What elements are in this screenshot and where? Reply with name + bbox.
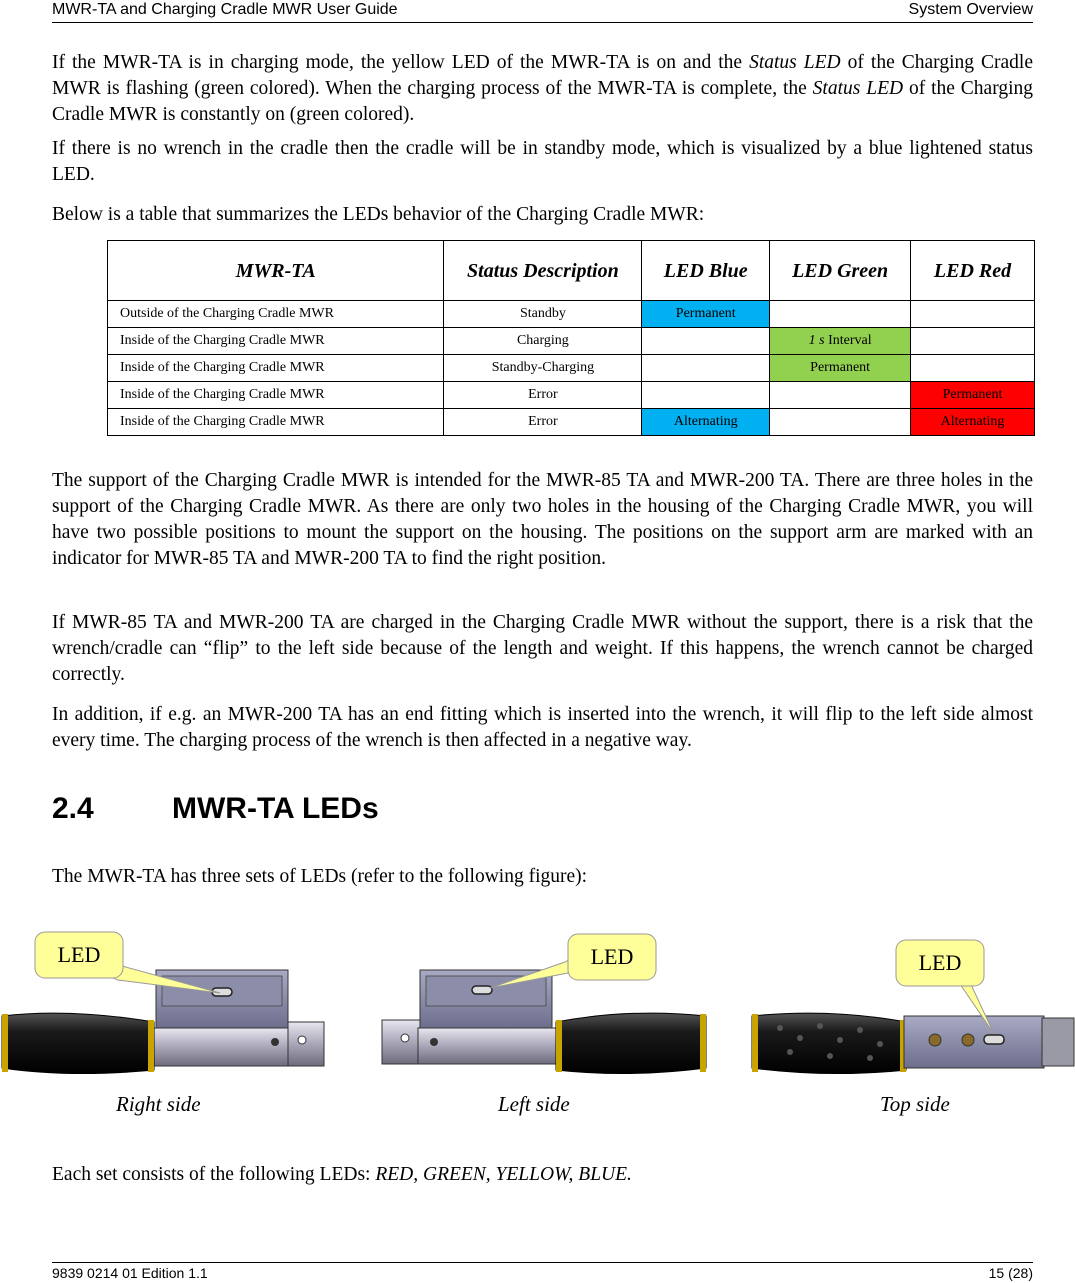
wrench-left-side-view <box>382 934 706 1074</box>
column-header-led-red: LED Red <box>911 241 1035 301</box>
caption-right-side: Right side <box>116 1092 201 1116</box>
cell-led-green <box>770 382 911 409</box>
cell-led-green: 1 s Interval <box>770 328 911 355</box>
column-header-mwr-ta: MWR-TA <box>108 241 444 301</box>
table-row <box>108 328 1035 355</box>
cell-led-red: Permanent <box>911 382 1035 409</box>
section-number: 2.4 <box>52 792 94 825</box>
cell-mwr-ta: Inside of the Charging Cradle MWR <box>108 382 444 409</box>
cell-mwr-ta: Inside of the Charging Cradle MWR <box>108 409 444 436</box>
cell-status: Error <box>444 382 642 409</box>
mwr-ta-led-figure <box>0 920 1075 1090</box>
paragraph-standby-mode: If there is no wrench in the cradle then the cradle will be in standby mode, which is visualized by a blue lightened status LED. <box>52 138 1033 185</box>
paragraph-charging-mode: If the MWR-TA is in charging mode, the yellow LED of the MWR-TA is on and the Status LED of the Charging Cradle MWR is flashing (green colored). When the charging process of the MWR-TA is complete, the Status LED of the Charging Cradle MWR is constantly on (green colored). <box>52 52 1034 125</box>
paragraph-end-fitting: In addition, if e.g. an MWR-200 TA has an end fitting which is inserted into the wrench, it will flip to the left side almost every time. The charging process of the wrench is then affected in a negative way. <box>52 704 1033 751</box>
footer-page-number: 15 (28) <box>988 1265 1033 1281</box>
rubber-grip <box>556 1013 706 1073</box>
table-row <box>108 409 1035 436</box>
cell-led-green: Permanent <box>770 355 911 382</box>
cell-led-blue <box>642 355 770 382</box>
led-callout-label: LED <box>918 950 962 975</box>
section-title: MWR-TA LEDs <box>172 792 379 825</box>
cell-led-blue <box>642 328 770 355</box>
wrench-right-side-view <box>2 932 324 1074</box>
page-footer <box>52 1262 1033 1283</box>
cell-led-red <box>911 355 1035 382</box>
cell-status: Standby <box>444 301 642 328</box>
cell-led-red <box>911 301 1035 328</box>
header-section-title: System Overview <box>908 1 1033 18</box>
cell-status: Error <box>444 409 642 436</box>
metal-shaft <box>150 1028 290 1066</box>
cell-led-green <box>770 301 911 328</box>
cell-led-red <box>911 328 1035 355</box>
table-row <box>108 301 1035 328</box>
paragraph-support: The support of the Charging Cradle MWR is intended for the MWR-85 TA and MWR-200 TA. There are three holes in the support of the Charging Cradle MWR. As there are only two holes in the housing of the Charging Cradle MWR, you will have two possible positions to mount the support on the housing. The positions on the support arm are marked with an indicator for MWR-85 TA and MWR-200 TA to find the right position. <box>52 470 1033 569</box>
rubber-grip <box>2 1013 154 1073</box>
cell-led-green <box>770 409 911 436</box>
table-row <box>108 382 1035 409</box>
cell-mwr-ta: Inside of the Charging Cradle MWR <box>108 328 444 355</box>
column-header-status-description: Status Description <box>444 241 642 301</box>
led-indicator <box>472 986 492 994</box>
paragraph-table-intro: Below is a table that summarizes the LEDs behavior of the Charging Cradle MWR: <box>52 204 705 225</box>
led-callout-label: LED <box>57 942 101 967</box>
wrench-top-side-view <box>752 940 1074 1074</box>
footer-edition: 9839 0214 01 Edition 1.1 <box>52 1265 208 1281</box>
cell-status: Charging <box>444 328 642 355</box>
led-behavior-table <box>107 240 1035 436</box>
cell-status: Standby-Charging <box>444 355 642 382</box>
column-header-led-green: LED Green <box>770 241 911 301</box>
cell-mwr-ta: Inside of the Charging Cradle MWR <box>108 355 444 382</box>
column-header-led-blue: LED Blue <box>642 241 770 301</box>
page-header <box>52 0 1033 23</box>
led-indicator <box>984 1035 1004 1044</box>
cell-led-blue: Permanent <box>642 301 770 328</box>
metal-shaft <box>418 1028 558 1064</box>
led-callout-label: LED <box>590 944 634 969</box>
cell-led-blue <box>642 382 770 409</box>
caption-top-side: Top side <box>880 1092 950 1116</box>
table-row <box>108 355 1035 382</box>
cell-led-blue: Alternating <box>642 409 770 436</box>
header-document-title: MWR-TA and Charging Cradle MWR User Guide <box>52 1 398 18</box>
paragraph-led-colors: Each set consists of the following LEDs: RED, GREEN, YELLOW, BLUE. <box>52 1164 632 1185</box>
cell-led-red: Alternating <box>911 409 1035 436</box>
paragraph-flip-risk: If MWR-85 TA and MWR-200 TA are charged in the Charging Cradle MWR without the support, there is a risk that the wrench/cradle can “flip” to the left side because of the length and weight. If this happens, the wrench cannot be charged correctly. <box>52 612 1033 685</box>
cell-mwr-ta: Outside of the Charging Cradle MWR <box>108 301 444 328</box>
paragraph-led-sets: The MWR-TA has three sets of LEDs (refer to the following figure): <box>52 866 588 887</box>
caption-left-side: Left side <box>498 1092 570 1116</box>
table-header-row <box>108 241 1035 301</box>
